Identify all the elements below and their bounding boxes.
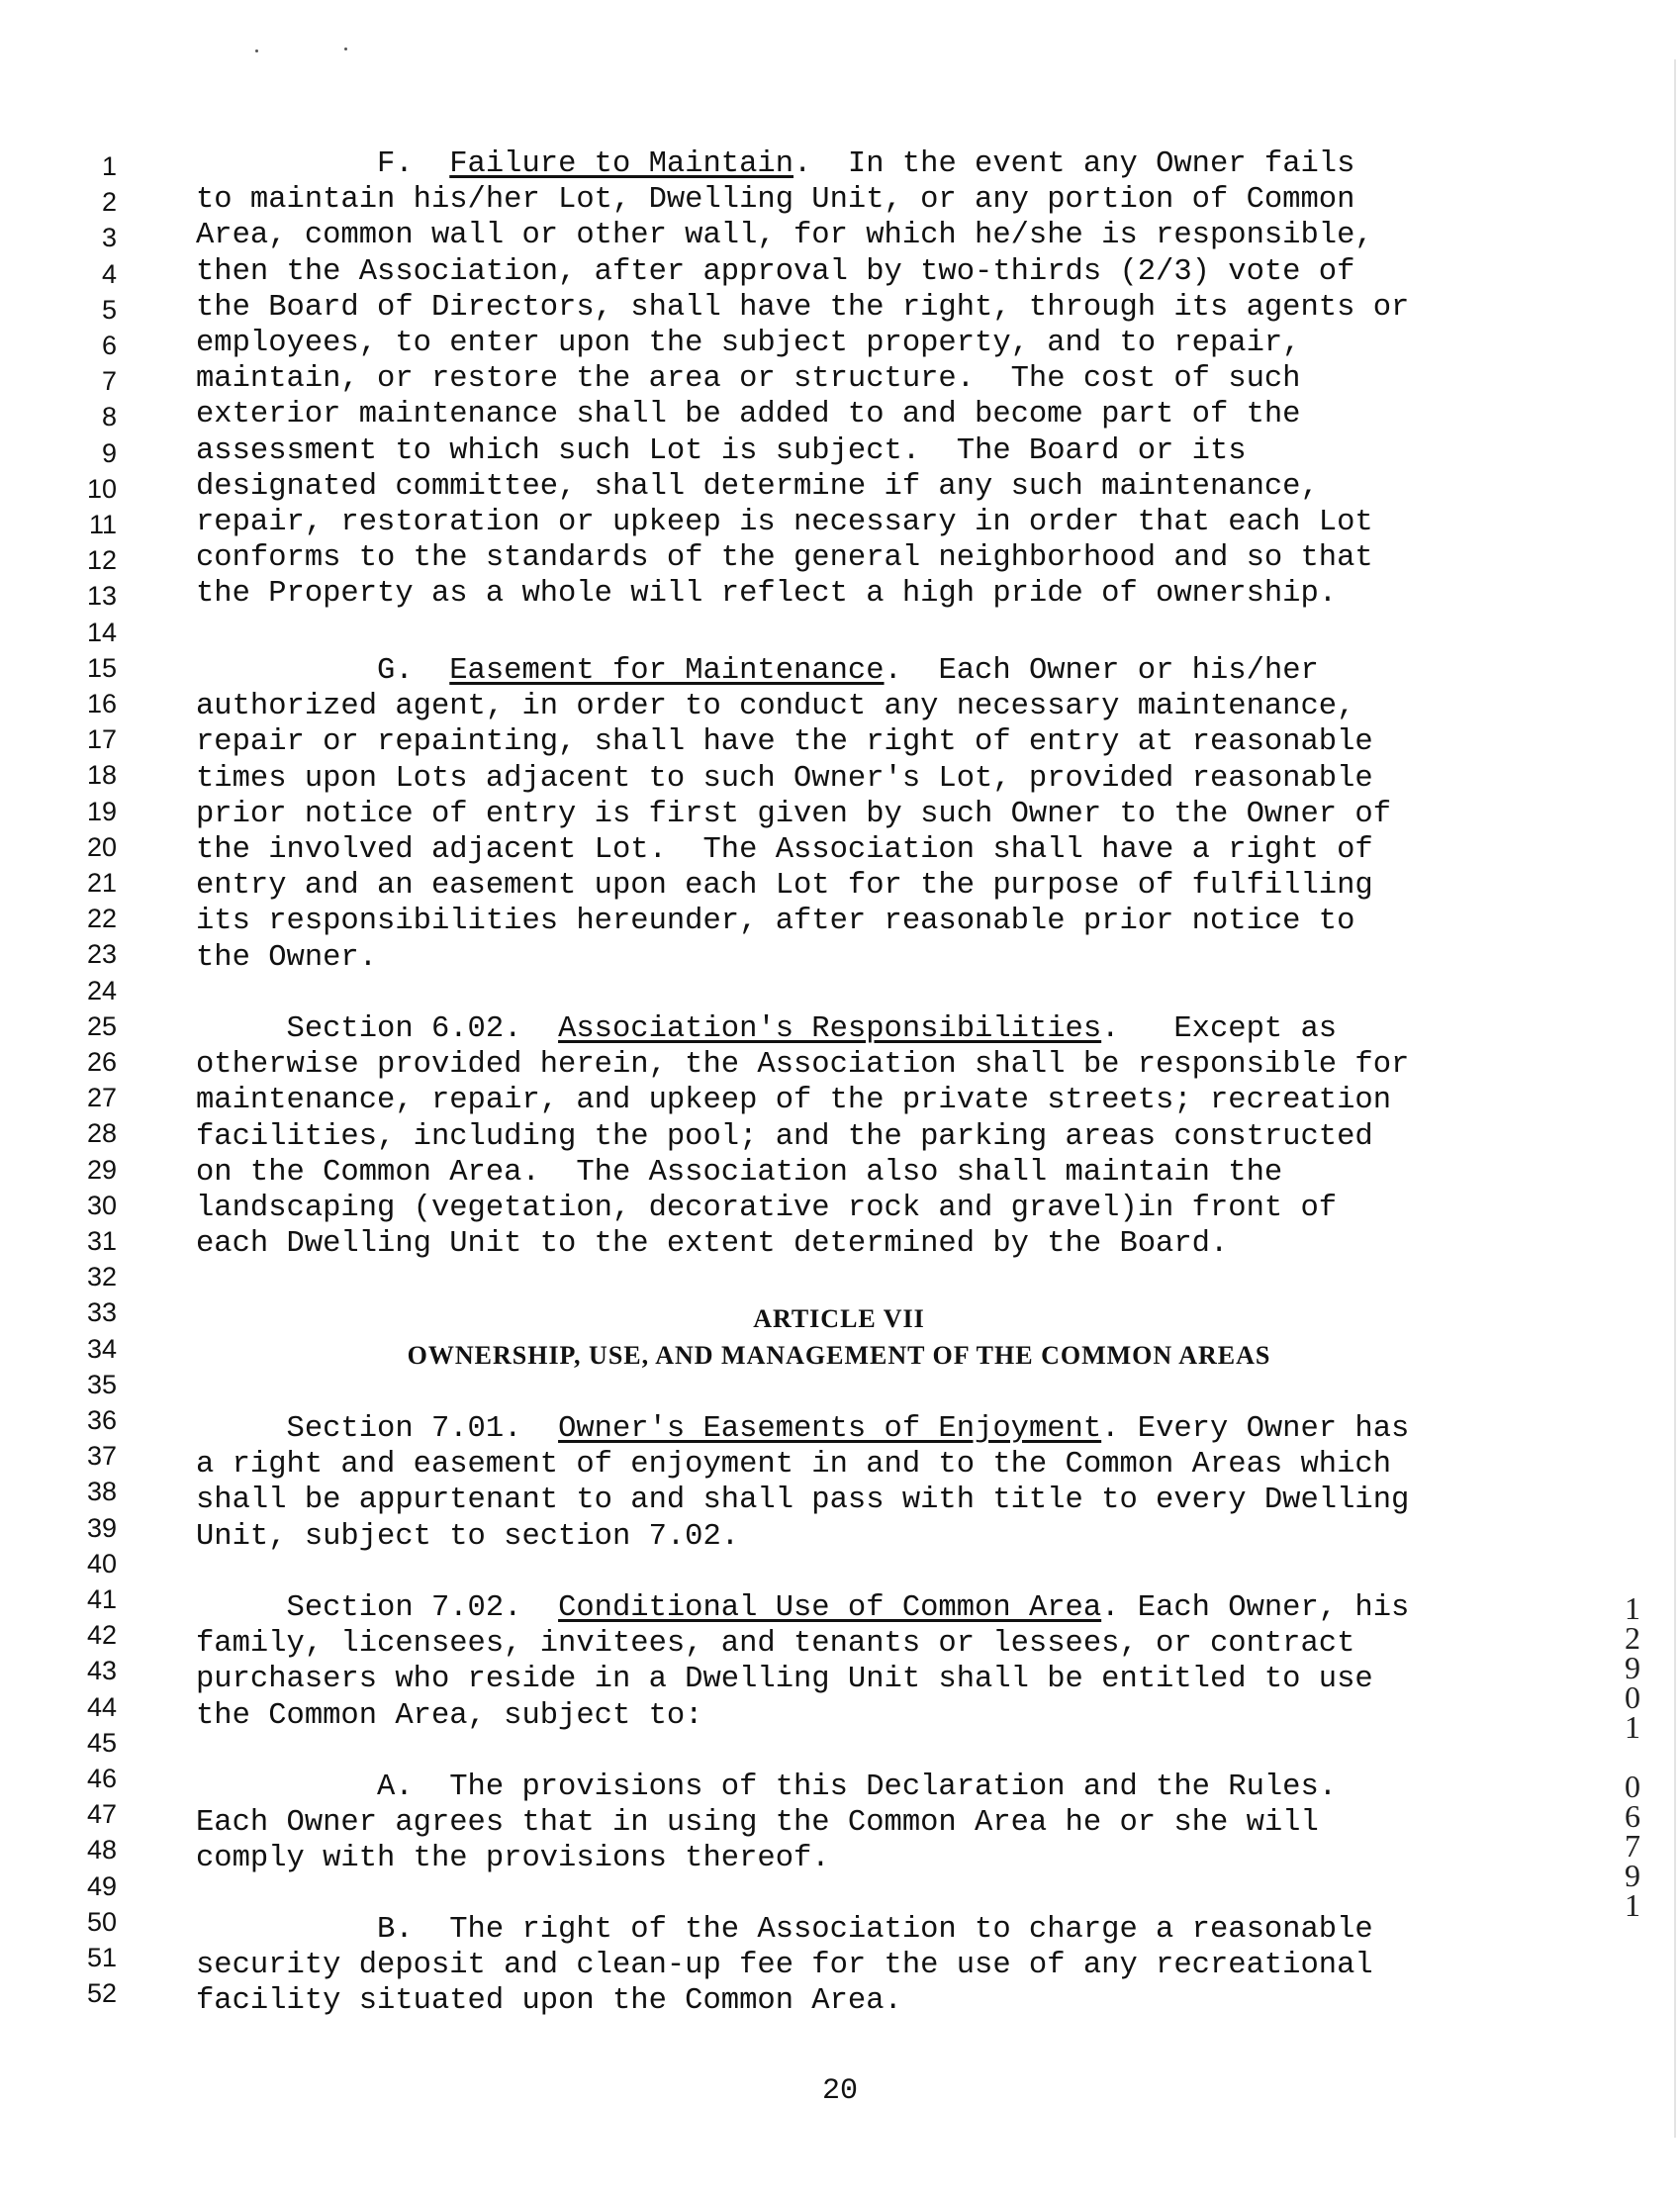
- line-number: 48: [86, 1835, 117, 1866]
- text-line: exterior maintenance shall be added to and become part of the: [196, 398, 1301, 432]
- scan-speck: [344, 48, 347, 50]
- text-line: facility situated upon the Common Area.: [196, 1984, 902, 2019]
- line-number: 6: [101, 331, 117, 360]
- section-7-01-lead: Section 7.01.: [196, 1412, 559, 1446]
- line-number: 16: [86, 689, 117, 718]
- text-line: . Each Owner, his: [1101, 1591, 1410, 1625]
- line-number: 4: [101, 258, 117, 289]
- item-a: [196, 1770, 1482, 1877]
- line-number: 1: [101, 151, 117, 181]
- line-number: 33: [86, 1297, 117, 1328]
- line-number: 22: [86, 904, 117, 934]
- text-line: . Each Owner or his/her: [884, 654, 1319, 688]
- text-line: purchasers who reside in a Dwelling Unit shall be entitled to use: [196, 1663, 1373, 1697]
- text-line: the Common Area, subject to:: [196, 1698, 703, 1733]
- line-number: 44: [86, 1691, 117, 1722]
- text-line: the Board of Directors, shall have the right, through its agents or: [196, 290, 1410, 325]
- line-number: 18: [86, 760, 117, 791]
- article-title: OWNERSHIP, USE, AND MANAGEMENT OF THE COMMON AREAS: [407, 1341, 1271, 1370]
- text-line: conforms to the standards of the general neighborhood and so that: [196, 541, 1373, 576]
- line-number: 46: [86, 1764, 117, 1793]
- text-line: B. The right of the Association to charge a reasonable: [196, 1913, 1373, 1947]
- stamp-digit: 0: [1625, 1769, 1640, 1804]
- line-number: 49: [86, 1870, 117, 1901]
- text-line: family, licensees, invitees, and tenants or lessees, or contract: [196, 1627, 1355, 1662]
- line-number: 47: [86, 1799, 117, 1830]
- text-line: entry and an easement upon each Lot for the purpose of fulfilling: [196, 869, 1373, 904]
- line-number: 39: [86, 1512, 117, 1543]
- line-number: 14: [86, 617, 117, 647]
- text-line: Unit, subject to section 7.02.: [196, 1519, 740, 1554]
- recording-stamp: [1613, 1590, 1652, 1923]
- line-number: 34: [86, 1333, 117, 1364]
- line-number: 27: [86, 1083, 117, 1113]
- text-line: maintain, or restore the area or structure. The cost of such: [196, 362, 1301, 397]
- text-line: Area, common wall or other wall, for which he/she is responsible,: [196, 219, 1373, 253]
- text-line: shall be appurtenant to and shall pass with title to every Dwelling: [196, 1483, 1410, 1518]
- stamp-digit: 6: [1625, 1798, 1640, 1834]
- line-number: 19: [86, 796, 117, 826]
- stamp-digit: [1613, 1742, 1652, 1771]
- text-line: the Property as a whole will reflect a high pride of ownership.: [196, 577, 1338, 612]
- stamp-digit: 0: [1625, 1679, 1640, 1715]
- paragraph-g-title: Easement for Maintenance: [449, 654, 885, 688]
- text-line: comply with the provisions thereof.: [196, 1842, 830, 1876]
- line-number: 31: [86, 1226, 117, 1256]
- line-number: 3: [101, 223, 117, 253]
- section-7-02-title: Conditional Use of Common Area: [558, 1591, 1102, 1625]
- text-line: repair or repainting, shall have the right of entry at reasonable: [196, 725, 1373, 760]
- text-line: times upon Lots adjacent to such Owner's Lot, provided reasonable: [196, 761, 1373, 796]
- line-number: 21: [86, 868, 117, 898]
- line-number: 50: [86, 1906, 117, 1937]
- line-number: 5: [101, 294, 117, 325]
- line-number: 25: [86, 1010, 117, 1041]
- stamp-digit: 1: [1625, 1709, 1640, 1745]
- text-line: a right and easement of enjoyment in and to the Common Areas which: [196, 1448, 1391, 1483]
- text-line: the involved adjacent Lot. The Association shall have a right of: [196, 833, 1373, 868]
- line-number: 36: [86, 1405, 117, 1435]
- stamp-digit: 2: [1625, 1620, 1640, 1656]
- line-number: 51: [86, 1943, 117, 1972]
- paragraph-g-lead: G.: [196, 654, 450, 688]
- text-line: facilities, including the pool; and the parking areas constructed: [196, 1119, 1373, 1154]
- text-line: its responsibilities hereunder, after reasonable prior notice to: [196, 905, 1355, 939]
- line-number: 37: [86, 1441, 117, 1472]
- text-line: otherwise provided herein, the Association shall be responsible for: [196, 1048, 1410, 1083]
- line-number: 28: [86, 1118, 117, 1149]
- line-number: 13: [86, 581, 117, 612]
- line-number: 40: [86, 1548, 117, 1579]
- stamp-digit: 9: [1625, 1650, 1640, 1685]
- stamp-digit: 1: [1625, 1590, 1640, 1626]
- line-number: 30: [86, 1190, 117, 1220]
- line-number: 17: [86, 724, 117, 755]
- text-line: each Dwelling Unit to the extent determined by the Board.: [196, 1227, 1229, 1262]
- page-number: 20: [821, 2074, 858, 2108]
- article-number: ARTICLE VII: [753, 1304, 925, 1333]
- text-line: then the Association, after approval by two-thirds (2/3) vote of: [196, 254, 1355, 289]
- item-b: [196, 1912, 1482, 2020]
- line-number: 45: [86, 1727, 117, 1758]
- line-number: 8: [101, 402, 117, 432]
- text-line: landscaping (vegetation, decorative rock and gravel)in front of: [196, 1192, 1338, 1226]
- stamp-digit: 1: [1625, 1887, 1640, 1923]
- line-number: 2: [101, 187, 117, 218]
- line-number: 26: [86, 1047, 117, 1077]
- paragraph-f: [196, 146, 1482, 613]
- section-7-01-title: Owner's Easements of Enjoyment: [558, 1412, 1102, 1446]
- line-number: 35: [86, 1369, 117, 1399]
- section-6-02-title: Association's Responsibilities: [558, 1012, 1102, 1046]
- line-number: 43: [86, 1656, 117, 1686]
- section-6-02-lead: Section 6.02.: [196, 1012, 559, 1046]
- paragraph-f-title: Failure to Maintain: [449, 147, 794, 181]
- line-number: 15: [86, 652, 117, 683]
- line-number: 11: [88, 510, 117, 539]
- line-number: 32: [86, 1262, 117, 1292]
- text-line: . Every Owner has: [1101, 1412, 1410, 1446]
- text-line: the Owner.: [196, 940, 378, 975]
- line-number: 12: [86, 545, 117, 576]
- line-number: 20: [86, 831, 117, 862]
- text-line: designated committee, shall determine if any such maintenance,: [196, 469, 1319, 504]
- paragraph-g: [196, 653, 1482, 976]
- text-line: prior notice of entry is first given by such Owner to the Owner of: [196, 797, 1391, 831]
- text-line: maintenance, repair, and upkeep of the private streets; recreation: [196, 1084, 1391, 1118]
- text-line: repair, restoration or upkeep is necessary in order that each Lot: [196, 506, 1373, 540]
- line-number: 7: [101, 366, 117, 397]
- stamp-digit: 9: [1625, 1858, 1640, 1893]
- line-number: 52: [86, 1978, 117, 2009]
- section-7-02-lead: Section 7.02.: [196, 1591, 559, 1625]
- text-line: . Except as: [1101, 1012, 1338, 1046]
- text-line: security deposit and clean-up fee for the use of any recreational: [196, 1949, 1373, 1983]
- text-line: authorized agent, in order to conduct any necessary maintenance,: [196, 690, 1355, 724]
- line-number: 9: [101, 437, 117, 468]
- text-line: assessment to which such Lot is subject. The Board or its: [196, 433, 1247, 468]
- scan-speck: [255, 49, 258, 52]
- stamp-digit: 7: [1625, 1828, 1640, 1864]
- line-number: 42: [86, 1620, 117, 1651]
- text-line: . In the event any Owner fails: [793, 147, 1355, 181]
- line-number: 38: [86, 1477, 117, 1507]
- text-line: to maintain his/her Lot, Dwelling Unit, or any portion of Common: [196, 183, 1355, 218]
- text-line: Each Owner agrees that in using the Common Area he or she will: [196, 1806, 1319, 1841]
- line-number: 24: [86, 975, 117, 1005]
- line-number: 29: [86, 1154, 117, 1185]
- line-number: 10: [86, 473, 117, 504]
- paragraph-f-lead: F.: [196, 147, 450, 181]
- section-7-02: [196, 1590, 1482, 1734]
- text-line: employees, to enter upon the subject property, and to repair,: [196, 327, 1301, 361]
- text-line: on the Common Area. The Association also shall maintain the: [196, 1155, 1283, 1190]
- line-number: 23: [86, 939, 117, 970]
- line-number: 41: [86, 1584, 117, 1614]
- text-line: A. The provisions of this Declaration and the Rules.: [196, 1770, 1338, 1804]
- section-6-02: [196, 1011, 1482, 1262]
- section-7-01: [196, 1411, 1482, 1555]
- scan-edge: [1674, 59, 1676, 2138]
